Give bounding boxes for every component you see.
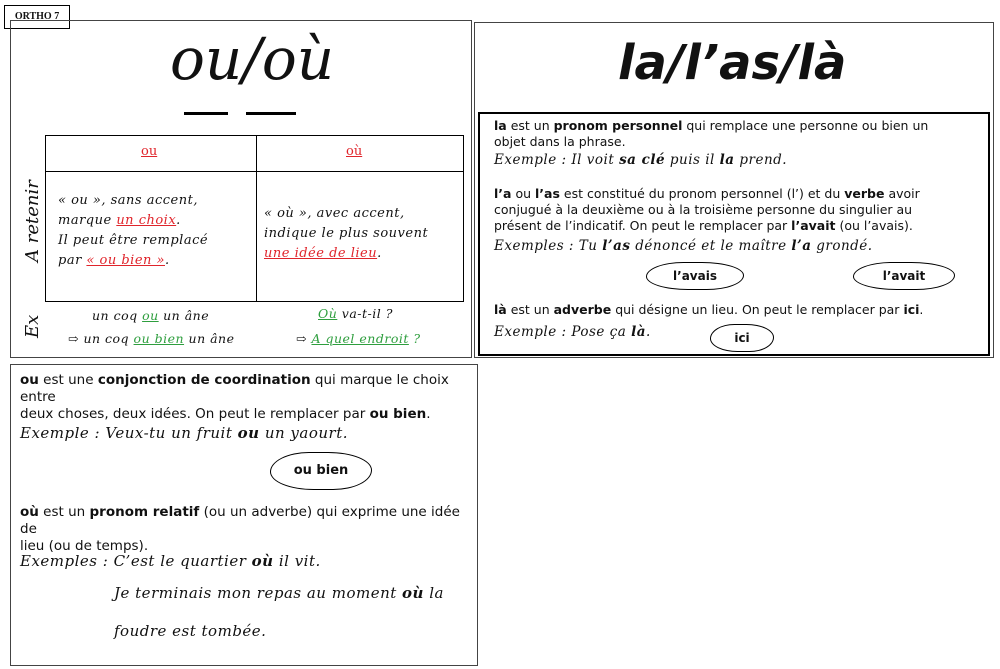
table-header-où: où	[346, 144, 363, 159]
ou-example-2: Exemples : C’est le quartier où il vit.	[20, 552, 321, 570]
ou-title: ou/où	[170, 25, 335, 93]
example-right-1: Où va-t-il ?	[318, 306, 393, 321]
ou-table	[45, 135, 464, 302]
title-underline-right	[246, 112, 296, 115]
ou-paragraph-2: où est un pronom relatif (ou un adverbe) qui exprime une idée de lieu (ou de temps).	[20, 504, 460, 554]
table-header-ou: ou	[141, 144, 158, 159]
right-cell: « où », avec accent, indique le plus souvent une idée de lieu.	[264, 206, 429, 261]
table-row-divider	[46, 171, 463, 172]
la-example-3: Exemple : Pose ça là.	[494, 324, 651, 340]
side-label-retenir: A retenir	[22, 180, 43, 262]
la-example-1: Exemple : Il voit sa clé puis il la prend.	[494, 152, 788, 168]
la-paragraph-3: là est un adverbe qui désigne un lieu. On peut le remplacer par ici.	[494, 302, 924, 317]
cloud-ou-bien: ou bien	[270, 452, 372, 490]
cloud-lavait: l’avait	[853, 262, 955, 290]
table-col-divider	[256, 136, 257, 301]
title-underline-left	[184, 112, 228, 115]
ortho-label: ORTHO 7	[4, 5, 70, 29]
example-left-2: ⇨ un coq ou bien un âne	[68, 331, 235, 346]
ou-paragraph-1: ou est une conjonction de coordination qui marque le choix entre deux choses, deux idées. On peut le remplacer par ou bien.	[20, 372, 449, 422]
ou-example-3: Je terminais mon repas au moment où la	[114, 584, 444, 602]
la-title: la/l’as/là	[618, 35, 847, 91]
la-paragraph-1: la est un pronom personnel qui remplace une personne ou bien un objet dans la phrase.	[494, 118, 929, 149]
cloud-lavais: l’avais	[646, 262, 744, 290]
ou-example-1: Exemple : Veux-tu un fruit ou un yaourt.	[20, 424, 349, 442]
la-paragraph-2: l’a ou l’as est constitué du pronom personnel (l’) et du verbe avoir conjugué à la deuxième ou à la troisième personne du singulier au présent de l’indicatif. On peut le remplacer par l’avait (ou l’avais).	[494, 186, 920, 233]
example-left-1: un coq ou un âne	[92, 308, 210, 323]
side-label-ex: Ex	[22, 314, 43, 338]
la-example-2: Exemples : Tu l’as dénoncé et le maître l’a grondé.	[494, 238, 873, 254]
example-right-2: ⇨ A quel endroit ?	[296, 331, 421, 346]
left-cell: « ou », sans accent, marque un choix. Il peut être remplacé par « ou bien ».	[58, 193, 209, 268]
ou-example-3-line2: foudre est tombée.	[114, 622, 267, 640]
cloud-ici: ici	[710, 324, 774, 352]
